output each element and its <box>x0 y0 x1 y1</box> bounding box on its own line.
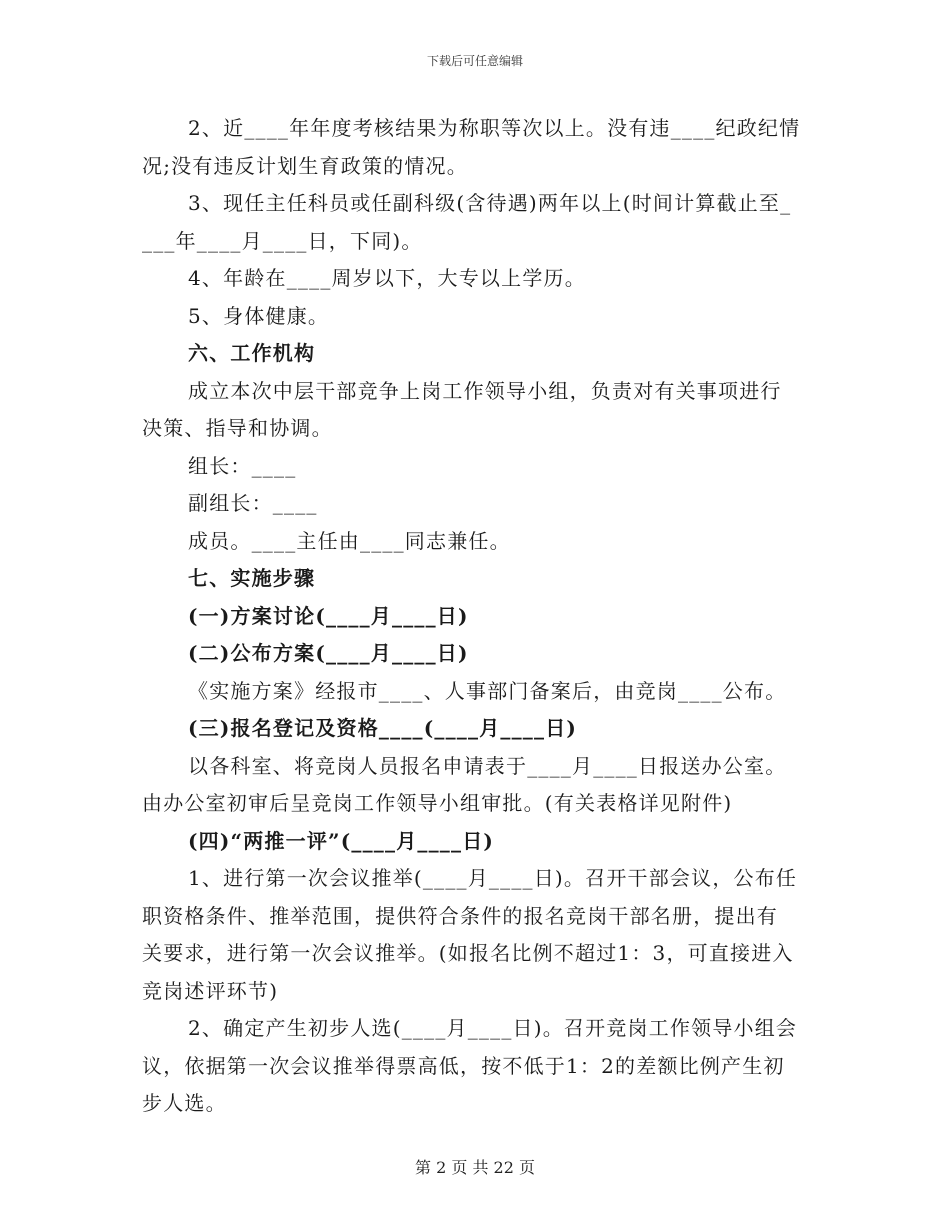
paragraph-line: 成员。____主任由____同志兼任。 <box>188 528 511 553</box>
paragraph-line: ___年____月____日，下同)。 <box>142 228 423 253</box>
document-body <box>142 110 812 1123</box>
paragraph-line: 4、年龄在____周岁以下，大专以上学历。 <box>188 266 586 290</box>
paragraph-line: 2、近____年年度考核结果为称职等次以上。没有违____纪政纪情 <box>188 116 801 140</box>
paragraph-line: 议，依据第一次会议推举得票高低，按不低于1：2的差额比例产生初 <box>142 1053 785 1078</box>
paragraph-line: 以各科室、将竞岗人员报名申请表于____月____日报送办公室。 <box>188 753 787 778</box>
paragraph-line: 《实施方案》经报市____、人事部门备案后，由竞岗____公布。 <box>188 678 787 703</box>
paragraph-line: 5、身体健康。 <box>188 303 330 328</box>
page-number: 第 2 页 共 22 页 <box>415 1158 535 1177</box>
paragraph-line: 由办公室初审后呈竞岗工作领导小组审批。(有关表格详见附件) <box>142 791 733 815</box>
paragraph-line: 成立本次中层干部竞争上岗工作领导小组，负责对有关事项进行 <box>188 378 782 403</box>
paragraph-line: 竞岗述评环节) <box>142 978 279 1003</box>
subsection-heading: (二)公布方案(____月____日) <box>188 641 469 665</box>
subsection-heading: (三)报名登记及资格____(____月____日) <box>188 716 578 740</box>
paragraph-line: 1、进行第一次会议推举(____月____日)。召开干部会议，公布任 <box>188 866 798 890</box>
paragraph-line: 关要求，进行第一次会议推举。(如报名比例不超过1：3，可直接进入 <box>142 941 794 965</box>
paragraph-line: 组长：____ <box>188 453 297 478</box>
paragraph-line: 2、确定产生初步人选(____月____日)。召开竞岗工作领导小组会 <box>188 1016 798 1040</box>
paragraph-line: 况;没有违反计划生育政策的情况。 <box>142 153 468 178</box>
paragraph-line: 副组长：____ <box>188 491 318 515</box>
section-heading: 七、实施步骤 <box>188 566 316 590</box>
subsection-heading: (四)“两推一评”(____月____日) <box>188 828 495 853</box>
paragraph-line: 3、现任主任科员或任副科级(含待遇)两年以上(时间计算截止至_ <box>188 191 792 215</box>
page-header: 下载后可任意编辑 <box>426 54 523 68</box>
paragraph-line: 职资格条件、推举范围，提供符合条件的报名竞岗干部名册，提出有 <box>142 903 778 928</box>
paragraph-line: 决策、指导和协调。 <box>142 416 333 440</box>
subsection-heading: (一)方案讨论(____月____日) <box>188 603 469 628</box>
paragraph-line: 步人选。 <box>142 1091 227 1115</box>
section-heading: 六、工作机构 <box>188 341 316 365</box>
